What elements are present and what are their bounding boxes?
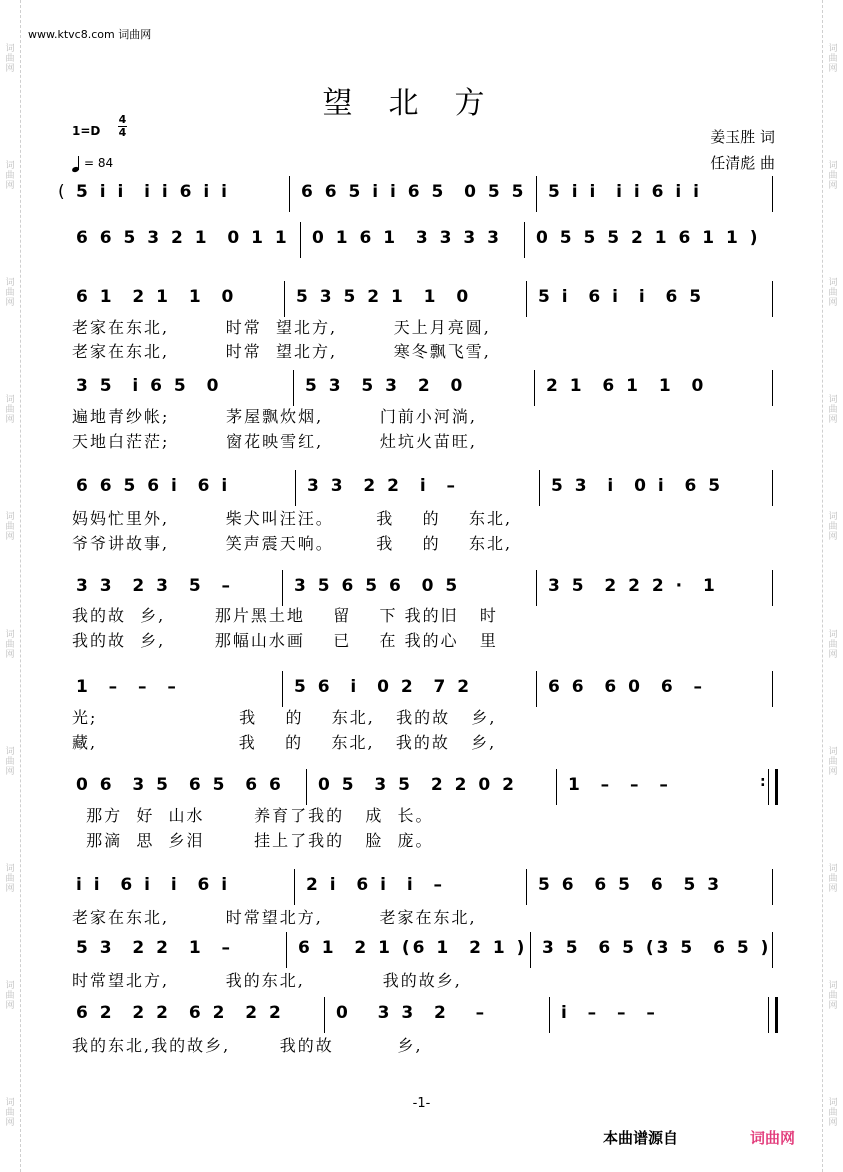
bar-line (306, 769, 307, 805)
watermark-glyph-group (5, 512, 14, 542)
watermark-char: 词 (5, 746, 15, 757)
watermark-char: 词 (5, 1098, 15, 1109)
measure-notes: 6 6 5 i i 6 5 0 5 5 (301, 182, 527, 202)
watermark-char: 网 (828, 649, 838, 660)
watermark-glyph-group (5, 44, 14, 74)
measure-notes: 3 5 6 5 (3 5 6 5 ) (542, 938, 772, 958)
repeat-sign: : (760, 774, 766, 790)
time-sig-bottom: 4 (118, 126, 127, 139)
watermark-char: 词 (828, 395, 838, 406)
measure-notes: 5 3 5 2 1 1 0 (296, 287, 472, 307)
watermark-char: 词 (5, 512, 15, 523)
watermark-char: 网 (5, 63, 15, 74)
bar-line (294, 869, 295, 905)
lyric-line: 妈妈忙里外, 柴犬叫汪汪。 我 的 东北, (72, 509, 513, 528)
lyric-line: 老家在东北, 时常 望北方, 寒冬飘飞雪, (72, 342, 491, 361)
bar-line (526, 869, 527, 905)
measure-notes: i i 6 i i 6 i (76, 875, 231, 895)
watermark-char: 网 (828, 766, 838, 777)
measure-notes: 6 6 5 6 i 6 i (76, 476, 231, 496)
watermark-char: 曲 (828, 405, 838, 416)
watermark-char: 网 (5, 649, 15, 660)
staff-line (70, 576, 782, 606)
bar-line (772, 932, 773, 968)
bar-line (556, 769, 557, 805)
time-signature (118, 114, 127, 139)
measure-notes: 6 2 2 2 6 2 2 2 (76, 1003, 284, 1023)
lyricist-credit: 姜玉胜 词 (710, 128, 775, 146)
lyric-line: 那滴 思 乡泪 挂上了我的 脸 庞。 (72, 831, 434, 850)
bar-line (289, 176, 290, 212)
bar-line (530, 932, 531, 968)
tempo-marking (72, 154, 113, 172)
right-watermark-strip (822, 0, 843, 1172)
watermark-char: 曲 (828, 756, 838, 767)
staff-line (70, 376, 782, 406)
measure-notes: 5 i i i i 6 i i (548, 182, 702, 202)
lyric-line: 我的故 乡, 那幅山水画 已 在 我的心 里 (72, 631, 498, 650)
watermark-char: 网 (828, 180, 838, 191)
watermark-char: 曲 (5, 522, 15, 533)
watermark-char: 网 (5, 532, 15, 543)
bar-line (293, 370, 294, 406)
watermark-char: 词 (5, 629, 15, 640)
footer-source-label: 本曲谱源自 (603, 1129, 679, 1147)
bar-line (300, 222, 301, 258)
watermark-char: 曲 (5, 991, 15, 1002)
measure-notes: 3 3 2 3 5 – (76, 576, 233, 596)
watermark-char: 曲 (5, 873, 15, 884)
watermark-char: 网 (5, 415, 15, 426)
lyric-line: 爷爷讲故事, 笑声震天响。 我 的 东北, (72, 534, 513, 553)
watermark-char: 词 (828, 629, 838, 640)
watermark-glyph-group (5, 161, 14, 191)
watermark-char: 曲 (5, 287, 15, 298)
watermark-char: 曲 (828, 170, 838, 181)
watermark-glyph-group (5, 395, 14, 425)
measure-notes: 5 3 i 0 i 6 5 (551, 476, 724, 496)
watermark-char: 网 (828, 415, 838, 426)
measure-notes: 2 i 6 i i – (306, 875, 445, 895)
lyric-line: 老家在东北, 时常 望北方, 天上月亮圆, (72, 318, 491, 337)
quarter-note-icon (72, 154, 82, 172)
measure-notes: 0 3 3 2 – (336, 1003, 488, 1023)
watermark-char: 曲 (5, 170, 15, 181)
watermark-char: 曲 (828, 1108, 838, 1119)
footer-brand-logo[interactable]: 词曲网 (750, 1129, 796, 1147)
watermark-glyph-group (828, 278, 837, 308)
bar-line (772, 570, 773, 606)
measure-notes: 3 3 2 2 i – (307, 476, 458, 496)
watermark-char: 曲 (828, 287, 838, 298)
lyric-line: 时常望北方, 我的东北, 我的故乡, (72, 971, 462, 990)
watermark-glyph-group (5, 864, 14, 894)
bar-line (526, 281, 527, 317)
watermark-char: 曲 (5, 756, 15, 767)
bar-line (772, 281, 773, 317)
watermark-glyph-group (5, 278, 14, 308)
watermark-char: 曲 (828, 873, 838, 884)
bar-line (295, 470, 296, 506)
bar-line (772, 370, 773, 406)
staff-line (70, 476, 782, 506)
watermark-glyph-group (828, 161, 837, 191)
staff-line (70, 287, 782, 317)
measure-notes: 0 1 6 1 3 3 3 3 (312, 228, 502, 248)
bar-line (536, 671, 537, 707)
watermark-char: 词 (5, 981, 15, 992)
watermark-char: 词 (828, 43, 838, 54)
watermark-glyph-group (828, 747, 837, 777)
watermark-glyph-group (828, 395, 837, 425)
bar-line (534, 370, 535, 406)
watermark-char: 词 (828, 277, 838, 288)
watermark-char: 曲 (828, 53, 838, 64)
staff-line (70, 775, 782, 805)
staff-line (70, 677, 782, 707)
watermark-char: 词 (5, 277, 15, 288)
watermark-char: 曲 (828, 991, 838, 1002)
page-number: -1- (412, 1096, 431, 1111)
lyric-line: 遍地青纱帐; 茅屋飘炊烟, 门前小河淌, (72, 407, 477, 426)
lyric-line: 天地白茫茫; 窗花映雪红, 灶坑火苗旺, (72, 432, 477, 451)
end-repeat-barline (768, 769, 778, 805)
watermark-char: 网 (5, 180, 15, 191)
measure-notes: 1 – – – (76, 677, 179, 697)
watermark-char: 词 (5, 160, 15, 171)
measure-notes: 5 3 2 2 1 – (76, 938, 233, 958)
watermark-char: 网 (5, 883, 15, 894)
measure-notes: 6 1 2 1 1 0 (76, 287, 237, 307)
watermark-char: 网 (5, 297, 15, 308)
watermark-glyph-group (5, 981, 14, 1011)
staff-line (70, 875, 782, 905)
song-title: 望北方 (322, 86, 521, 121)
lyric-line: 藏, 我 的 东北, 我的故 乡, (72, 733, 497, 752)
bar-line (772, 671, 773, 707)
watermark-char: 曲 (828, 522, 838, 533)
bar-line (772, 869, 773, 905)
watermark-char: 词 (828, 981, 838, 992)
watermark-char: 词 (828, 863, 838, 874)
watermark-glyph-group (828, 864, 837, 894)
measure-notes: 5 i i i i 6 i i (76, 182, 230, 202)
watermark-char: 词 (828, 746, 838, 757)
measure-notes: 5 i 6 i i 6 5 (538, 287, 705, 307)
staff-line (70, 1003, 782, 1033)
measure-notes: 3 5 i 6 5 0 (76, 376, 222, 396)
watermark-char: 词 (828, 512, 838, 523)
bar-line (282, 671, 283, 707)
site-url[interactable]: www.ktvc8.com 词曲网 (28, 28, 152, 41)
watermark-char: 网 (5, 1118, 15, 1129)
watermark-glyph-group (5, 747, 14, 777)
watermark-glyph-group (828, 981, 837, 1011)
bar-line (286, 932, 287, 968)
measure-notes: 0 5 3 5 2 2 0 2 (318, 775, 517, 795)
lyric-line: 那方 好 山水 养育了我的 成 长。 (72, 806, 434, 825)
measure-notes: 6 6 5 3 2 1 0 1 1 (76, 228, 290, 248)
bar-line (282, 570, 283, 606)
watermark-char: 词 (828, 1098, 838, 1109)
measure-notes: 3 5 2 2 2 · 1 (548, 576, 718, 596)
lyric-line: 老家在东北, 时常望北方, 老家在东北, (72, 908, 477, 927)
watermark-char: 网 (828, 297, 838, 308)
left-watermark-strip (0, 0, 21, 1172)
bar-line (549, 997, 550, 1033)
measure-notes: 0 5 5 5 2 1 6 1 1 ) (536, 228, 761, 248)
measure-notes: 2 1 6 1 1 0 (546, 376, 707, 396)
watermark-char: 词 (5, 43, 15, 54)
watermark-char: 词 (828, 160, 838, 171)
bar-line (324, 997, 325, 1033)
watermark-char: 网 (5, 766, 15, 777)
staff-line (70, 938, 782, 968)
watermark-glyph-group (828, 512, 837, 542)
final-barline (768, 997, 778, 1033)
watermark-char: 网 (828, 63, 838, 74)
watermark-char: 曲 (5, 53, 15, 64)
measure-notes: 6 6 6 0 6 – (548, 677, 705, 697)
watermark-char: 词 (5, 863, 15, 874)
watermark-char: 词 (5, 395, 15, 406)
measure-notes: 3 5 6 5 6 0 5 (294, 576, 461, 596)
measure-notes: 5 3 5 3 2 0 (305, 376, 466, 396)
lyric-line: 我的故 乡, 那片黑土地 留 下 我的旧 时 (72, 606, 498, 625)
composer-credit: 任清彪 曲 (710, 154, 775, 172)
tempo-value: = 84 (84, 156, 114, 170)
measure-notes: 6 1 2 1 (6 1 2 1 ) (298, 938, 528, 958)
measure-notes: i – – – (561, 1003, 658, 1023)
measure-notes: 0 6 3 5 6 5 6 6 (76, 775, 284, 795)
watermark-char: 曲 (828, 639, 838, 650)
watermark-char: 网 (828, 1118, 838, 1129)
watermark-char: 曲 (5, 405, 15, 416)
watermark-char: 网 (5, 1001, 15, 1012)
watermark-glyph-group (828, 630, 837, 660)
intro-paren: ( (58, 182, 65, 202)
watermark-char: 网 (828, 1001, 838, 1012)
staff-line (70, 228, 782, 258)
measure-notes: 1 – – – (568, 775, 671, 795)
bar-line (284, 281, 285, 317)
bar-line (536, 570, 537, 606)
watermark-char: 曲 (5, 1108, 15, 1119)
watermark-char: 网 (828, 883, 838, 894)
bar-line (772, 176, 773, 212)
bar-line (524, 222, 525, 258)
lyric-line: 我的东北,我的故乡, 我的故 乡, (72, 1036, 423, 1055)
bar-line (536, 176, 537, 212)
measure-notes: 5 6 6 5 6 5 3 (538, 875, 723, 895)
time-sig-top: 4 (118, 113, 127, 126)
watermark-char: 曲 (5, 639, 15, 650)
bar-line (539, 470, 540, 506)
key-signature: 1=D (72, 124, 101, 138)
bar-line (772, 470, 773, 506)
lyric-line: 光; 我 的 东北, 我的故 乡, (72, 708, 497, 727)
watermark-glyph-group (828, 44, 837, 74)
watermark-char: 网 (828, 532, 838, 543)
measure-notes: 5 6 i 0 2 7 2 (294, 677, 473, 697)
watermark-glyph-group (5, 630, 14, 660)
staff-line (58, 182, 782, 212)
